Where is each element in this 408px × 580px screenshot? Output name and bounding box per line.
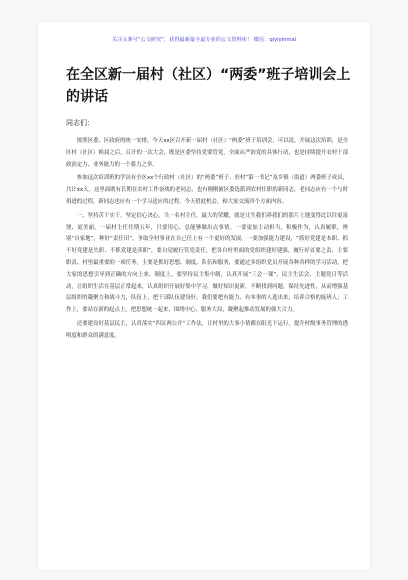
paragraph: 一、坚持苦干实干，坚定信心决心。当一名村主任，最大的荣耀，就是让生我们养我们的那片土地变得比以往更富饶、更美丽，一届村主任任期五年，只要用心，总能够做出点事情。一要更加主动担当，积极作为，认真履职，辨别“自家地”，种好“责任田”，争取全村事业在自己任上有一个更好的发展。一要加强能力建设，“抓好党建是本职、抓不好党建是失职、不抓党建是渎职”，要自觉履行管党责任，把各自村里面的党组织建好建强，履行好首要之责、主要职责、村里最重要的一项任务，主要是抓好思想、制度、队伍和服务，要通过多组织党员开展各种各样的学习活动，把大家的思想引导到正确的方向上来，制度上，要坚持民主集中制，认真开展“三会一课”、民主生活会、主题党日等活动，让组织生活在基层正常起来，认真组织开展好集中学习，做好知识更新，不断找到问题，保持先进性，从而增强基层组织的凝聚力和战斗力，队伍上，把干部队伍建设好，我们要把有能力、有本事的人选出来，培养合格的接班人；工作上，要站在新的起点上，把思想统一起来，围绕中心、服务大局，凝聚起推动发展的强大合力。 [66, 212, 348, 314]
document-title: 在全区新一届村（社区）“两委”班子培训会上的讲话 [66, 67, 351, 105]
salutation: 同志们： [66, 119, 94, 127]
document-body [66, 136, 348, 345]
promo-banner[interactable]: 关注头条号“公文研究”，获得最新最全最专业的公文资料库！ 微信：qiyiyinmai [111, 37, 297, 43]
paragraph: 还要建设好基层民主，认真落实“四议两公开”工作法，让村里的大事小情都在阳光下运行，提升村级事务管理的透明度和群众的满意度。 [66, 320, 348, 339]
paragraph: 参加这次培训班的学员有全区xx个行政村（社区）的“两委”班子、驻村“第一书记”及乡镇（街道）两委班子成员，共计xx人。这里面既有长期在农村工作奋战的老同志，也有刚刚被区委选派到农村任职的新同志，老同志应有一个与时俱进的过程，新同志也应有一个学习适应的过程。今天借此机会，和大家交流四个方面内容。 [66, 175, 348, 205]
document-page [38, 22, 370, 570]
paragraph: 按照区委、区政府的统一安排，今天xx区召开新一届村（社区）“两委”班子培训会。可以说，开展这次培训，是全区村（社区）换届之后，召开的一次大会，既是区委坚持党要管党，全面从严治党的具体行动，也是持续提升农村干部政治定力、业务能力的一个蓄力之举。 [66, 138, 348, 168]
